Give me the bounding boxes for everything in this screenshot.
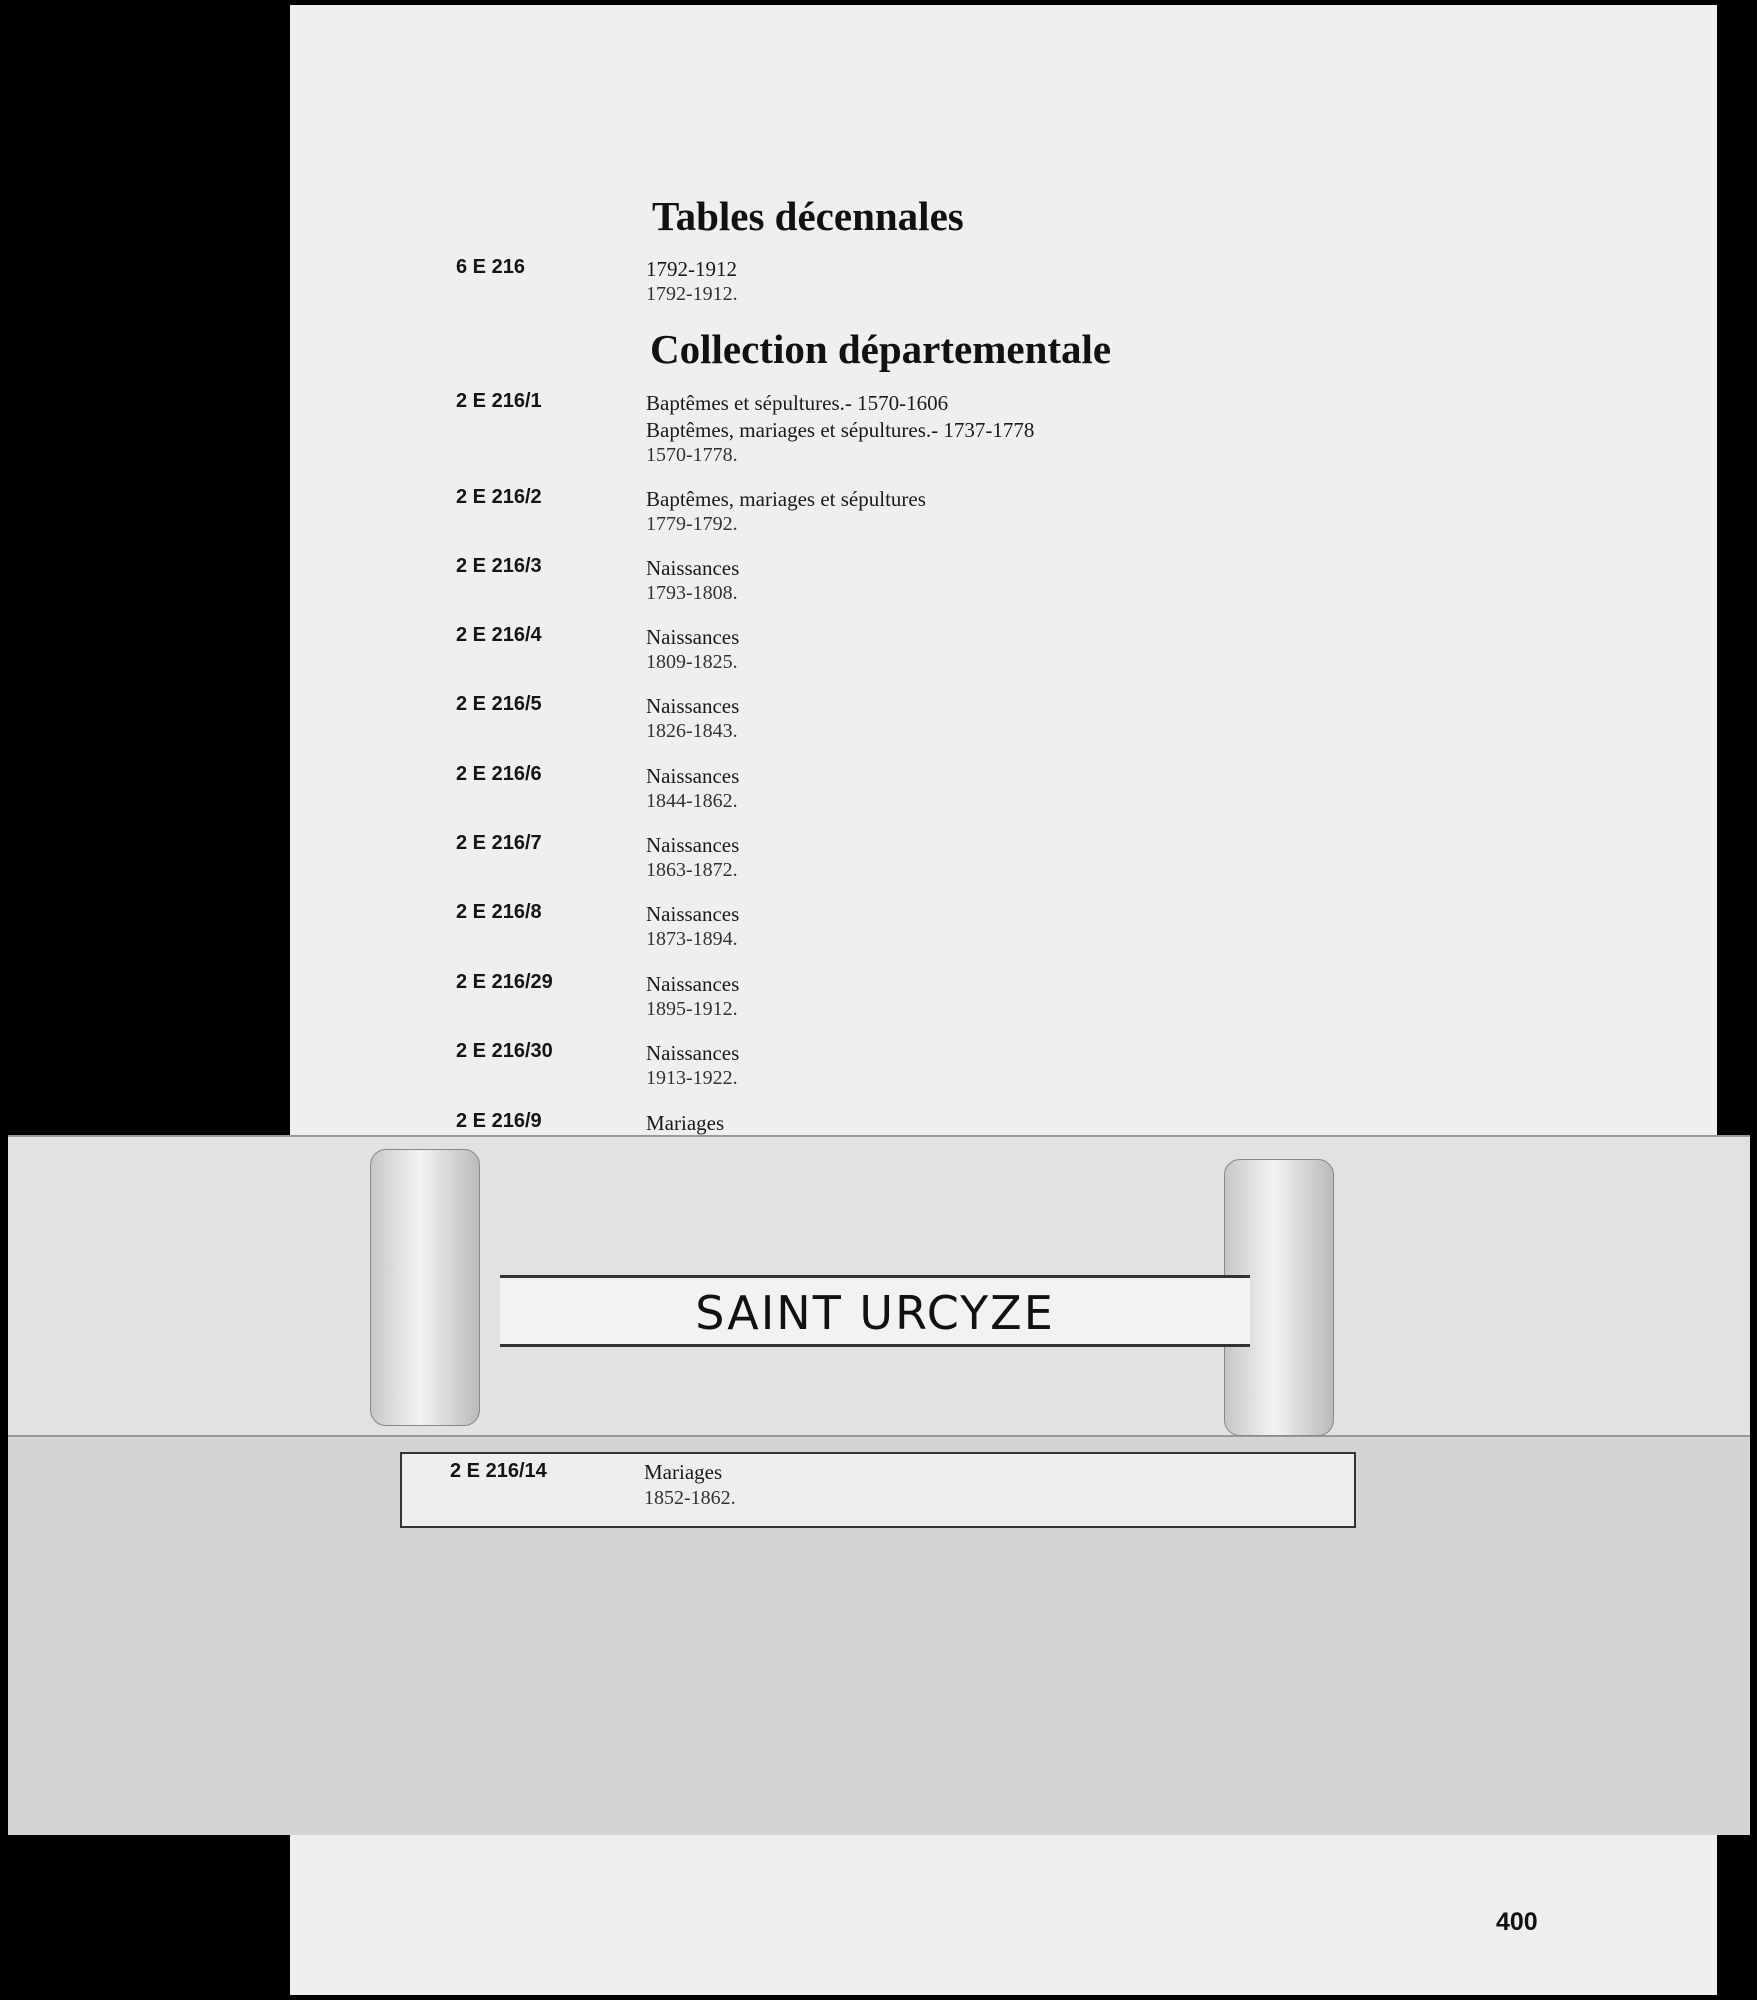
entry-row [0,390,1757,466]
entry-description: Baptêmes, mariages et sépultures [646,487,926,511]
pasted-entry-slip [400,1452,1356,1528]
entry-description-line2: Baptêmes, mariages et sépultures.- 1737-1778 [646,418,1035,442]
entry-description: Naissances [646,972,740,996]
entry-dates: 1792-1912. [646,283,738,305]
entry-description: Naissances [646,625,740,649]
entry-description: Naissances [646,902,740,926]
entry-code: 2 E 216/1 [456,390,542,412]
entry-dates: 1809-1825. [646,651,738,673]
entry-row [0,693,1757,753]
entry-row [0,256,1757,316]
entry-dates: 1852-1862. [644,1487,736,1509]
entry-description: Naissances [646,1041,740,1065]
entry-code: 2 E 216/30 [456,1040,553,1062]
entry-row [0,971,1757,1031]
entry-dates: 1873-1894. [646,928,738,950]
entry-code: 2 E 216/6 [456,763,542,785]
entry-description: Mariages [646,1111,725,1135]
entry-description: Mariages [644,1460,723,1484]
entry-code: 6 E 216 [456,256,525,278]
entry-code: 2 E 216/2 [456,486,542,508]
folder-clip-left [370,1149,480,1426]
page-number: 400 [1496,1908,1538,1936]
entry-row [0,555,1757,615]
entry-dates: 1895-1912. [646,998,738,1020]
entry-code: 2 E 216/8 [456,901,542,923]
entry-code: 2 E 216/4 [456,624,542,646]
entry-code: 2 E 216/9 [456,1110,542,1132]
entry-description: Naissances [646,694,740,718]
entry-code: 2 E 216/14 [450,1460,547,1482]
entry-description: 1792-1912 [646,257,737,281]
entry-row [0,624,1757,684]
entry-code: 2 E 216/5 [456,693,542,715]
entry-row [0,832,1757,892]
entry-dates: 1863-1872. [646,859,738,881]
entry-code: 2 E 216/3 [456,555,542,577]
entry-row [0,901,1757,961]
section-title-tables-decennales: Tables décennales [652,193,964,239]
entry-description: Baptêmes et sépultures.- 1570-1606 [646,391,949,415]
entry-dates: 1826-1843. [646,720,738,742]
entry-dates: 1793-1808. [646,582,738,604]
entry-code: 2 E 216/7 [456,832,542,854]
entry-dates: 1844-1862. [646,790,738,812]
entry-dates: 1570-1778. [646,444,738,466]
entry-row [0,486,1757,546]
entry-description: Naissances [646,764,740,788]
entry-description: Naissances [646,556,740,580]
entry-code: 2 E 216/29 [456,971,553,993]
entry-dates: 1779-1792. [646,513,738,535]
entry-row [0,763,1757,823]
entry-description: Naissances [646,833,740,857]
folder-label-band [500,1275,1250,1347]
entry-dates: 1913-1922. [646,1067,738,1089]
section-title-collection-departementale: Collection départementale [650,326,1112,372]
folder-label: SAINT URCYZE [695,1286,1055,1340]
entry-row [0,1040,1757,1100]
